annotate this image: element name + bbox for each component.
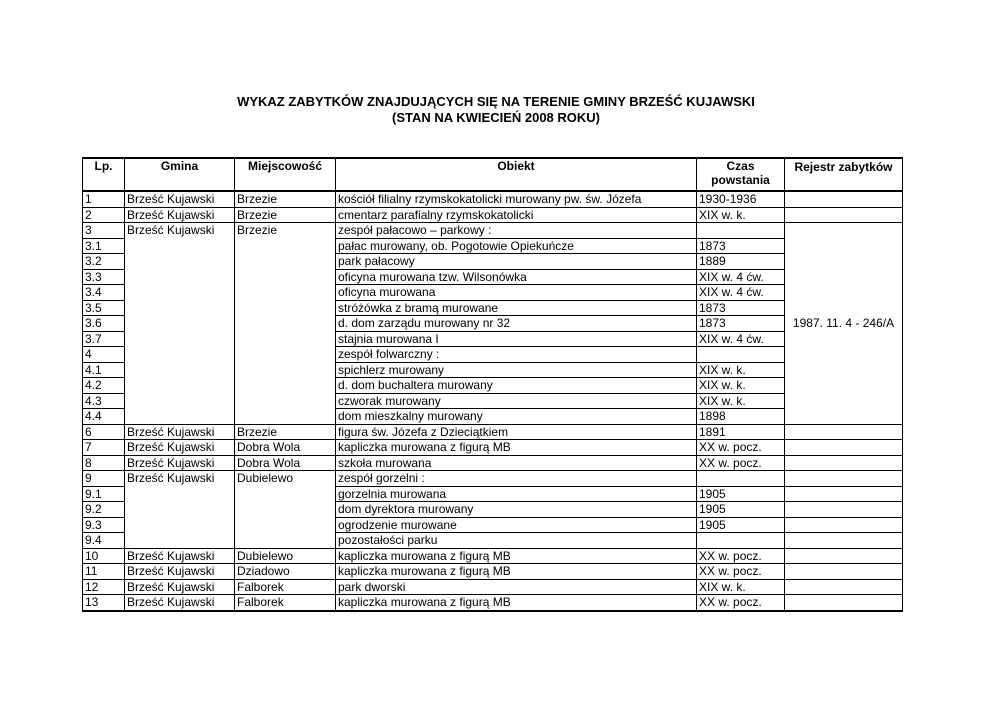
cell-rejestr [785,502,903,518]
table-body [83,191,903,611]
cell-lp: 9.3 [83,517,125,533]
cell-rejestr [785,207,903,223]
cell-czas: 1898 [697,409,785,425]
cell-czas: 1889 [697,254,785,270]
table-row [83,424,903,440]
cell-obiekt: kapliczka murowana z figurą MB [336,564,697,580]
cell-obiekt: park dworski [336,579,697,595]
cell-lp: 10 [83,548,125,564]
cell-czas: 1905 [697,486,785,502]
cell-lp: 6 [83,424,125,440]
table-row [83,207,903,223]
cell-lp: 4 [83,347,125,363]
table-row [83,595,903,611]
table-row [83,191,903,207]
cell-czas: XIX w. 4 ćw. [697,331,785,347]
cell-rejestr-merged: 1987. 11. 4 - 246/A [785,223,903,425]
table-row [83,455,903,471]
cell-rejestr [785,191,903,207]
cell-czas [697,347,785,363]
cell-rejestr [785,486,903,502]
cell-czas: 1905 [697,502,785,518]
header-czas-line2: powstania [711,173,770,187]
cell-czas: XIX w. k. [697,393,785,409]
cell-obiekt: kapliczka murowana z figurą MB [336,548,697,564]
cell-rejestr [785,471,903,487]
cell-lp: 4.4 [83,409,125,425]
cell-obiekt: zespół gorzelni : [336,471,697,487]
header-gmina: Gmina [125,158,235,191]
cell-obiekt: dom mieszkalny murowany [336,409,697,425]
cell-czas: XIX w. k. [697,378,785,394]
cell-lp: 4.3 [83,393,125,409]
cell-obiekt: kościół filialny rzymskokatolicki murowany pw. św. Józefa [336,191,697,207]
cell-rejestr [785,579,903,595]
cell-czas: XIX w. k. [697,579,785,595]
cell-obiekt: park pałacowy [336,254,697,270]
cell-obiekt: pozostałości parku [336,533,697,549]
table-row [83,548,903,564]
cell-czas: XIX w. k. [697,362,785,378]
cell-czas: XX w. pocz. [697,455,785,471]
table-row [83,440,903,456]
cell-lp: 12 [83,579,125,595]
cell-obiekt: kapliczka murowana z figurą MB [336,595,697,611]
cell-obiekt: d. dom buchaltera murowany [336,378,697,394]
cell-lp: 1 [83,191,125,207]
cell-obiekt: kapliczka murowana z figurą MB [336,440,697,456]
cell-obiekt: dom dyrektora murowany [336,502,697,518]
cell-czas [697,223,785,239]
cell-obiekt: gorzelnia murowana [336,486,697,502]
cell-obiekt: cmentarz parafialny rzymskokatolicki [336,207,697,223]
cell-lp: 3 [83,223,125,239]
cell-miejscowosc: Brzezie [235,424,336,440]
table-row [83,579,903,595]
cell-czas: 1930-1936 [697,191,785,207]
cell-lp: 3.4 [83,285,125,301]
cell-gmina: Brześć Kujawski [125,471,235,549]
table-row [83,564,903,580]
cell-rejestr [785,595,903,611]
cell-lp: 7 [83,440,125,456]
cell-obiekt: oficyna murowana [336,285,697,301]
cell-czas: 1873 [697,316,785,332]
cell-czas: XX w. pocz. [697,440,785,456]
table-header-row [83,158,903,191]
cell-rejestr [785,440,903,456]
cell-lp: 3.6 [83,316,125,332]
monuments-table [82,157,903,612]
cell-gmina: Brześć Kujawski [125,424,235,440]
cell-obiekt: d. dom zarządu murowany nr 32 [336,316,697,332]
cell-miejscowosc: Dubielewo [235,471,336,549]
cell-czas: 1891 [697,424,785,440]
cell-lp: 9.1 [83,486,125,502]
cell-lp: 9.2 [83,502,125,518]
cell-miejscowosc: Brzezie [235,207,336,223]
cell-lp: 3.1 [83,238,125,254]
cell-czas: 1873 [697,300,785,316]
cell-miejscowosc: Falborek [235,595,336,611]
cell-czas: XIX w. 4 ćw. [697,269,785,285]
cell-lp: 8 [83,455,125,471]
cell-czas: XIX w. k. [697,207,785,223]
cell-lp: 9.4 [83,533,125,549]
header-lp: Lp. [83,158,125,191]
cell-lp: 4.2 [83,378,125,394]
cell-rejestr [785,548,903,564]
cell-rejestr [785,564,903,580]
cell-miejscowosc: Dobra Wola [235,440,336,456]
cell-rejestr [785,424,903,440]
cell-gmina: Brześć Kujawski [125,207,235,223]
cell-obiekt: zespół folwarczny : [336,347,697,363]
cell-obiekt: ogrodzenie murowane [336,517,697,533]
cell-czas: 1873 [697,238,785,254]
cell-obiekt: czworak murowany [336,393,697,409]
cell-lp: 3.2 [83,254,125,270]
cell-obiekt: stróżówka z bramą murowane [336,300,697,316]
cell-czas [697,533,785,549]
cell-czas: 1905 [697,517,785,533]
cell-lp: 2 [83,207,125,223]
cell-lp: 11 [83,564,125,580]
cell-lp: 3.5 [83,300,125,316]
header-miejscowosc: Miejscowość [235,158,336,191]
table-row [83,471,903,487]
cell-miejscowosc: Dobra Wola [235,455,336,471]
cell-lp: 13 [83,595,125,611]
cell-lp: 9 [83,471,125,487]
header-czas-line1: Czas [726,159,755,173]
cell-lp: 3.3 [83,269,125,285]
cell-obiekt: stajnia murowana I [336,331,697,347]
cell-obiekt: spichlerz murowany [336,362,697,378]
cell-rejestr [785,533,903,549]
cell-obiekt: zespół pałacowo – parkowy : [336,223,697,239]
cell-miejscowosc: Falborek [235,579,336,595]
cell-lp: 3.7 [83,331,125,347]
header-obiekt: Obiekt [336,158,697,191]
cell-czas: XIX w. 4 ćw. [697,285,785,301]
cell-gmina: Brześć Kujawski [125,548,235,564]
cell-gmina: Brześć Kujawski [125,564,235,580]
cell-gmina: Brześć Kujawski [125,223,235,425]
cell-czas: XX w. pocz. [697,548,785,564]
cell-czas: XX w. pocz. [697,595,785,611]
cell-gmina: Brześć Kujawski [125,579,235,595]
document-subtitle: (STAN NA KWIECIEŃ 2008 ROKU) [391,110,601,125]
cell-czas [697,471,785,487]
cell-miejscowosc: Brzezie [235,191,336,207]
cell-obiekt: figura św. Józefa z Dzieciątkiem [336,424,697,440]
header-rejestr: Rejestr zabytków [785,158,903,191]
header-czas [697,158,785,191]
cell-rejestr [785,455,903,471]
cell-obiekt: oficyna murowana tzw. Wilsonówka [336,269,697,285]
cell-czas: XX w. pocz. [697,564,785,580]
cell-gmina: Brześć Kujawski [125,455,235,471]
cell-miejscowosc: Dziadowo [235,564,336,580]
cell-miejscowosc: Brzezie [235,223,336,425]
cell-gmina: Brześć Kujawski [125,595,235,611]
cell-rejestr [785,517,903,533]
cell-obiekt: szkoła murowana [336,455,697,471]
table-row [83,223,903,239]
cell-gmina: Brześć Kujawski [125,191,235,207]
cell-obiekt: pałac murowany, ob. Pogotowie Opiekuńcze [336,238,697,254]
cell-lp: 4.1 [83,362,125,378]
cell-miejscowosc: Dubielewo [235,548,336,564]
document-title: WYKAZ ZABYTKÓW ZNAJDUJĄCYCH SIĘ NA TERENIE GMINY BRZEŚĆ KUJAWSKI [237,94,755,109]
cell-gmina: Brześć Kujawski [125,440,235,456]
